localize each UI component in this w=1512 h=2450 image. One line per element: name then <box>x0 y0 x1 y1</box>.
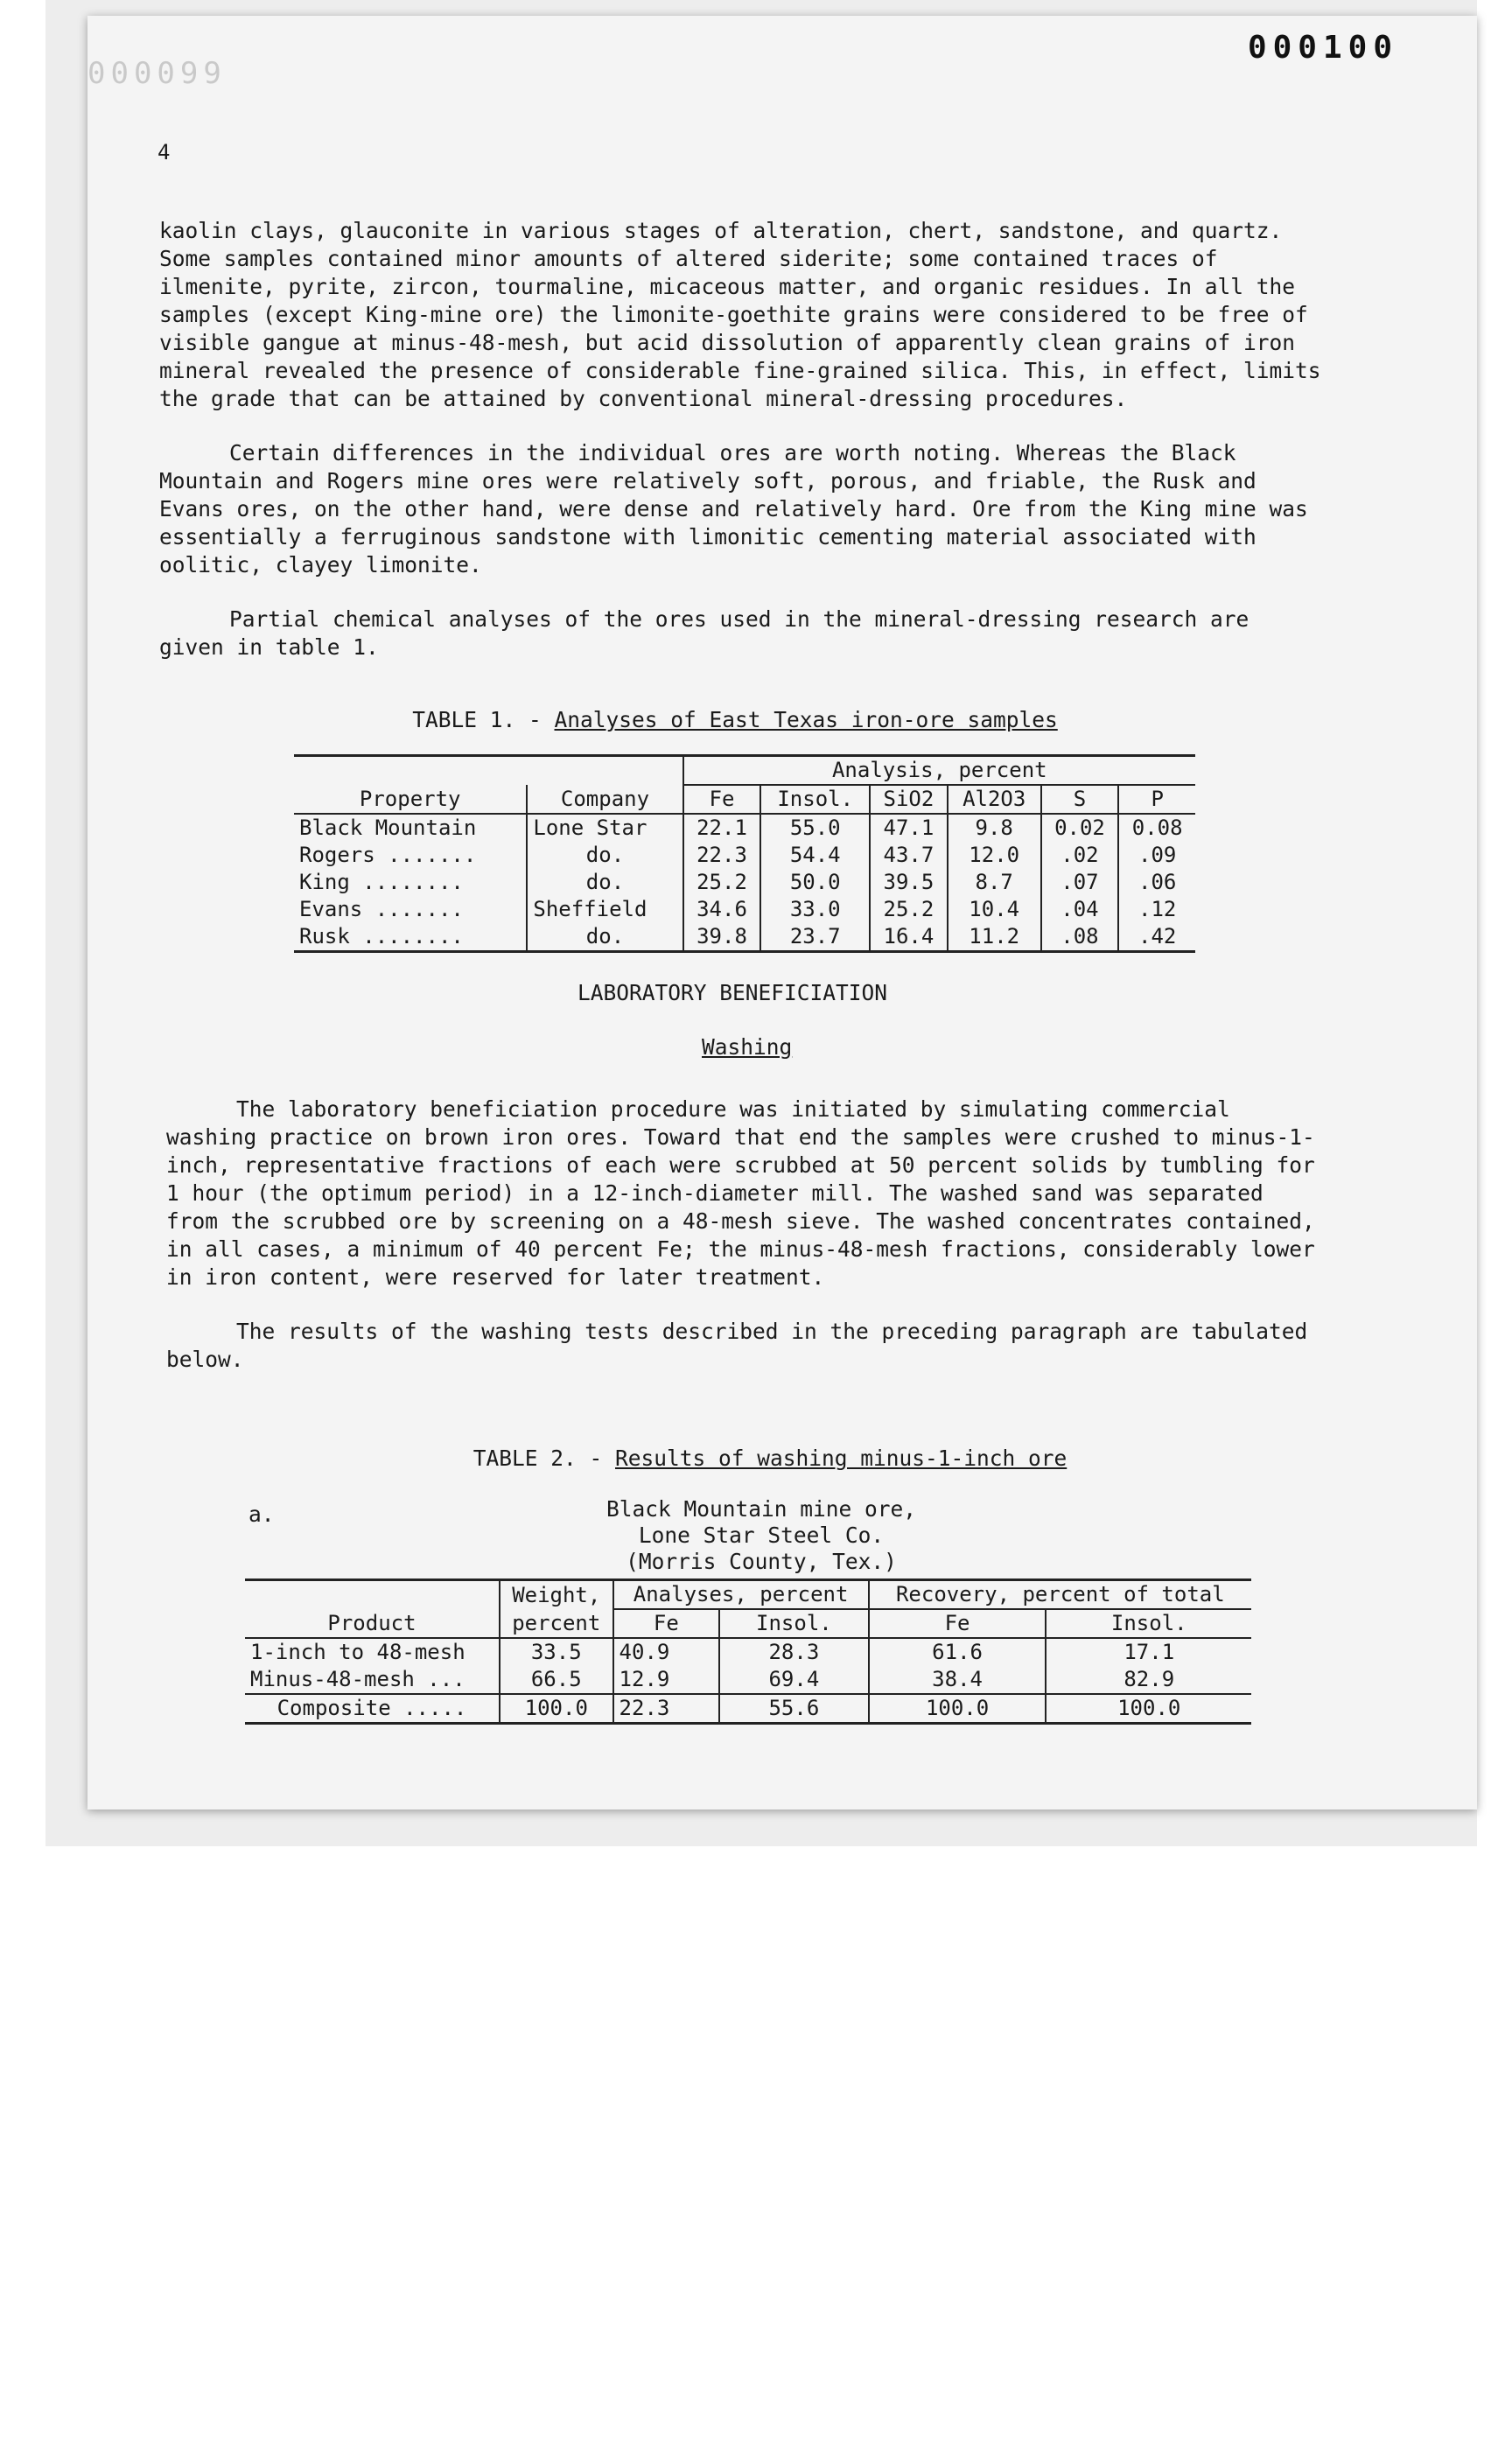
paragraph-3: Partial chemical analyses of the ores used in the mineral-dressing research are given in table 1. <box>159 606 1250 660</box>
table2-cell: 17.1 <box>1046 1638 1251 1666</box>
table2-cell: 100.0 <box>1046 1694 1251 1724</box>
table1-cell: 54.4 <box>760 842 870 869</box>
table2-part: a. <box>248 1502 275 1527</box>
table1-col-al2o3: Al2O3 <box>948 785 1041 814</box>
table1-col-s: S <box>1041 785 1119 814</box>
table1-cell: 16.4 <box>870 923 948 952</box>
table2-cell: 38.4 <box>869 1666 1046 1694</box>
table2-group-recovery: Recovery, percent of total <box>869 1580 1251 1610</box>
table2-cell: 66.5 <box>500 1666 613 1694</box>
table1-cell: do. <box>527 842 682 869</box>
table-row <box>294 842 1195 869</box>
table2-cell: 100.0 <box>869 1694 1046 1724</box>
table1-cell: 22.1 <box>683 814 761 842</box>
table1-cell: 22.3 <box>683 842 761 869</box>
section-heading: LABORATORY BENEFICIATION <box>578 980 888 1005</box>
table1-col-company: Company <box>527 785 682 814</box>
table2-cell: Minus-48-mesh ... <box>250 1667 466 1691</box>
table1-cell: 9.8 <box>948 814 1041 842</box>
table2 <box>245 1578 1251 1725</box>
table1-cell: Sheffield <box>527 896 682 923</box>
table2-cell: 12.9 <box>613 1666 720 1694</box>
document-number: 000100 <box>1247 30 1398 66</box>
table2-col-rec-fe: Fe <box>869 1609 1046 1638</box>
table1-cell: 50.0 <box>760 869 870 896</box>
table-row <box>294 869 1195 896</box>
paragraph-5: The results of the washing tests described in the preceding paragraph are tabulated below. <box>166 1319 1308 1372</box>
table1-col-sio2: SiO2 <box>870 785 948 814</box>
table1-cell: 11.2 <box>948 923 1041 952</box>
body-text-top <box>159 217 1323 688</box>
table2-subtitle-line1: Black Mountain mine ore, <box>606 1496 916 1522</box>
table2-subtitle-line2: Lone Star Steel Co. <box>638 1522 885 1548</box>
table2-cell: Composite ..... <box>245 1694 500 1724</box>
table1-cell: .02 <box>1041 842 1119 869</box>
table1-cell: .08 <box>1041 923 1119 952</box>
table1 <box>294 754 1195 953</box>
table2-col-product: Product <box>245 1609 500 1638</box>
table1-col-fe: Fe <box>683 785 761 814</box>
table2-cell: 55.6 <box>719 1694 869 1724</box>
table2-cell: 22.3 <box>613 1694 720 1724</box>
table1-cell: 8.7 <box>948 869 1041 896</box>
table-row <box>294 814 1195 842</box>
table-row <box>245 1694 1251 1724</box>
table1-cell: Black Mountain <box>299 816 477 840</box>
table2-label: TABLE 2. - <box>472 1446 615 1471</box>
table1-cell: 39.5 <box>870 869 948 896</box>
table2-col-weight-line1: Weight, <box>500 1580 613 1610</box>
table1-cell: 12.0 <box>948 842 1041 869</box>
table2-cell: 69.4 <box>719 1666 869 1694</box>
table1-cell: Rusk ........ <box>294 923 527 952</box>
table1-cell: 39.8 <box>683 923 761 952</box>
page-number: 4 <box>158 140 171 164</box>
paragraph-1: kaolin clays, glauconite in various stages of alteration, chert, sandstone, and quartz. Some samples contained minor amounts of altered siderite; some contained traces of ilmenite, pyrite, zircon, tourmaline, micaceous matter, and organic residues. In all the samples (except King-mine ore) the limonite-goethite grains were considered to be free of visible gangue at minus-48-mesh, but acid dissolution of apparently clean grains of iron mineral revealed the presence of considerable fine-grained silica. This, in effect, limits the grade that can be attained by conventional mineral-dressing procedures. <box>159 218 1321 411</box>
table1-cell: 0.02 <box>1041 814 1119 842</box>
table2-subtitle <box>542 1496 980 1575</box>
table-row <box>245 1666 1251 1694</box>
table2-cell: 1-inch to 48-mesh <box>250 1640 466 1664</box>
table1-cell: Rogers ....... <box>299 843 477 867</box>
table1-label: TABLE 1. - <box>412 707 555 732</box>
table2-col-weight-line2: percent <box>500 1609 613 1638</box>
table1-cell: .07 <box>1041 869 1119 896</box>
table1-group-header: Analysis, percent <box>683 756 1195 786</box>
table2-cell: 82.9 <box>1046 1666 1251 1694</box>
table1-cell: 23.7 <box>760 923 870 952</box>
table2-col-insol: Insol. <box>719 1609 869 1638</box>
table-row <box>294 923 1195 952</box>
table2-cell: 40.9 <box>613 1638 720 1666</box>
table2-group-analyses: Analyses, percent <box>613 1580 869 1610</box>
table1-cell: King ........ <box>299 870 464 894</box>
table1-cell: Evans ....... <box>299 897 464 921</box>
table1-cell: 34.6 <box>683 896 761 923</box>
table1-cell: .09 <box>1118 842 1195 869</box>
table1-cell: Lone Star <box>527 814 682 842</box>
table1-cell: 0.08 <box>1118 814 1195 842</box>
section-subheading: Washing <box>702 1034 793 1060</box>
table1-cell: 55.0 <box>760 814 870 842</box>
table2-col-fe: Fe <box>613 1609 720 1638</box>
table-row <box>245 1638 1251 1666</box>
table1-cell: .06 <box>1118 869 1195 896</box>
paragraph-2: Certain differences in the individual ores are worth noting. Whereas the Black Mountain and Rogers mine ores were relatively soft, porous, and friable, the Rusk and Evans ores, on the other hand, were dense and relatively hard. Ore from the King mine was essentially a ferruginous sandstone with limonitic cementing material associated with oolitic, clayey limonite. <box>159 440 1308 578</box>
table1-cell: .12 <box>1118 896 1195 923</box>
table1-cell: 33.0 <box>760 896 870 923</box>
table2-cell: 100.0 <box>500 1694 613 1724</box>
table1-cell: .04 <box>1041 896 1119 923</box>
table1-cell: 25.2 <box>683 869 761 896</box>
table2-cell: 33.5 <box>500 1638 613 1666</box>
table2-cell: 28.3 <box>719 1638 869 1666</box>
body-text-bottom <box>166 1096 1320 1400</box>
table1-cell: 10.4 <box>948 896 1041 923</box>
table2-col-rec-insol: Insol. <box>1046 1609 1251 1638</box>
table1-title: Analyses of East Texas iron-ore samples <box>554 707 1058 732</box>
table1-col-property: Property <box>294 785 527 814</box>
table1-cell: do. <box>527 869 682 896</box>
table1-caption <box>298 707 1172 732</box>
table1-col-p: P <box>1118 785 1195 814</box>
table2-title: Results of washing minus-1-inch ore <box>615 1446 1068 1471</box>
table2-caption <box>332 1446 1208 1471</box>
table1-cell: 43.7 <box>870 842 948 869</box>
table2-subtitle-line3: (Morris County, Tex.) <box>626 1549 897 1574</box>
table1-cell: do. <box>527 923 682 952</box>
table1-cell: 25.2 <box>870 896 948 923</box>
table1-col-insol: Insol. <box>760 785 870 814</box>
table-row <box>294 896 1195 923</box>
table1-cell: 47.1 <box>870 814 948 842</box>
ghost-document-number: 000099 <box>88 56 227 91</box>
table1-cell: .42 <box>1118 923 1195 952</box>
paragraph-4: The laboratory beneficiation procedure was initiated by simulating commercial washing practice on brown iron ores. Toward that end the samples were crushed to minus-1-inch, representative fractions of each were scrubbed at 50 percent solids by tumbling for 1 hour (the optimum period) in a 12-inch-diameter mill. The washed sand was separated from the scrubbed ore by screening on a 48-mesh sieve. The washed concentrates contained, in all cases, a minimum of 40 percent Fe; the minus-48-mesh fractions, considerably lower in iron content, were reserved for later treatment. <box>166 1096 1315 1290</box>
table2-cell: 61.6 <box>869 1638 1046 1666</box>
